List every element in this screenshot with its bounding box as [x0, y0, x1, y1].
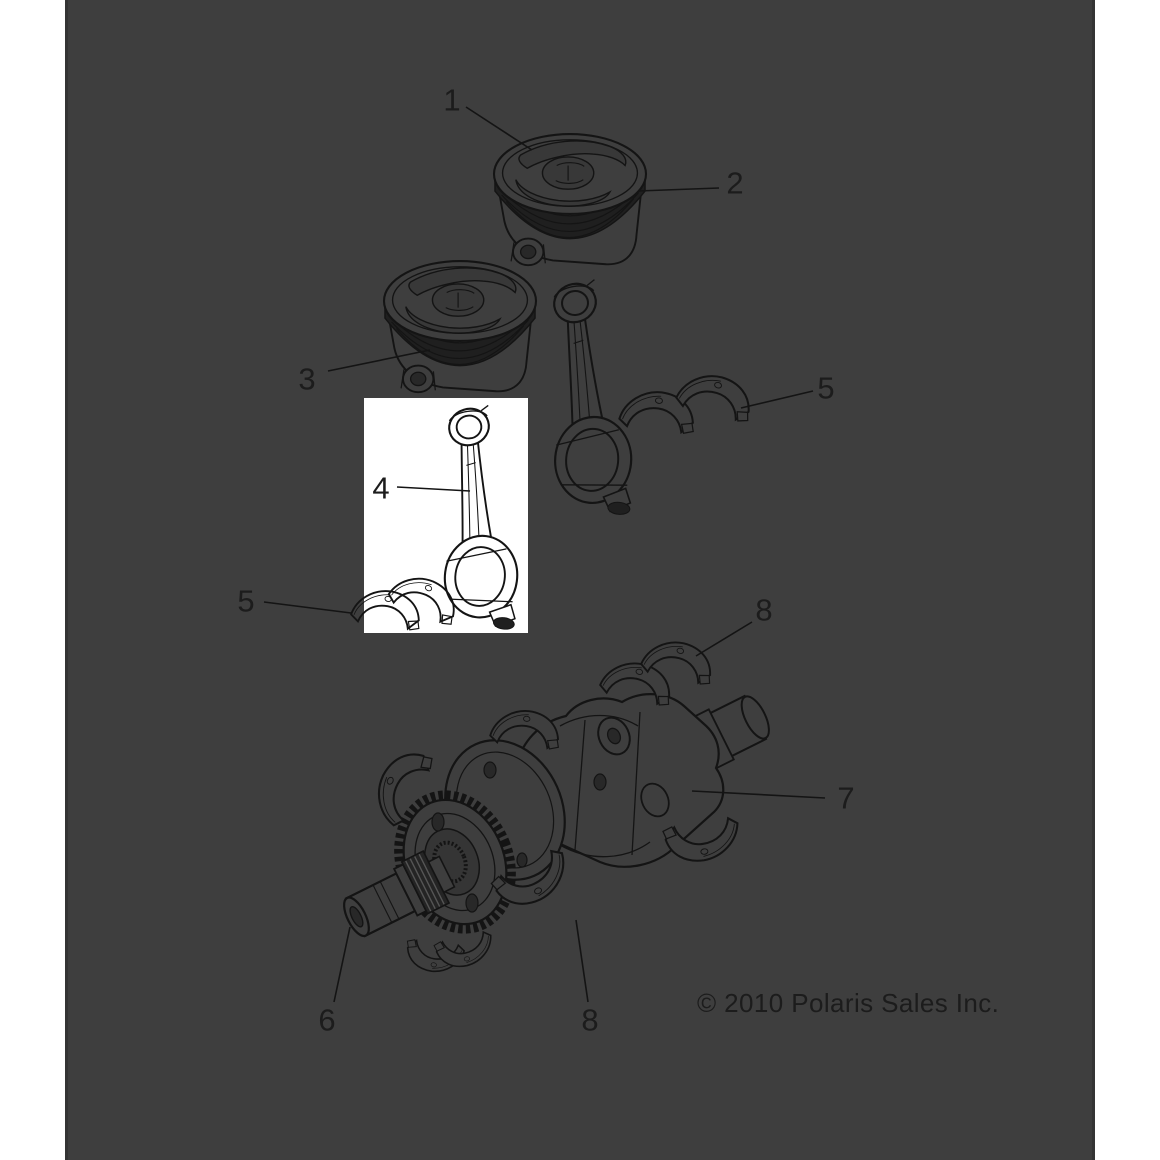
leader-line-1	[466, 107, 532, 150]
callout-3: 3	[298, 361, 316, 397]
callout-7: 7	[837, 780, 855, 816]
callout-1: 1	[443, 82, 461, 118]
callout-8-top: 8	[755, 592, 773, 628]
connecting-rod	[527, 275, 646, 524]
callout-5-left: 5	[237, 583, 255, 619]
copyright-text: © 2010 Polaris Sales Inc.	[697, 988, 1000, 1018]
leader-line-6	[334, 927, 350, 1002]
callout-2: 2	[726, 165, 744, 201]
leader-line-5-left	[264, 602, 351, 613]
callout-4: 4	[372, 470, 390, 506]
leader-line-8-top	[696, 622, 752, 656]
callout-6: 6	[318, 1002, 336, 1038]
piston-top	[494, 134, 646, 265]
leader-line-8-bottom	[576, 920, 588, 1002]
leader-line-2	[638, 188, 719, 191]
callout-5-right: 5	[817, 370, 835, 406]
callout-8-bottom: 8	[581, 1002, 599, 1038]
piston-lower	[384, 261, 536, 392]
leader-line-5-right	[741, 391, 813, 408]
